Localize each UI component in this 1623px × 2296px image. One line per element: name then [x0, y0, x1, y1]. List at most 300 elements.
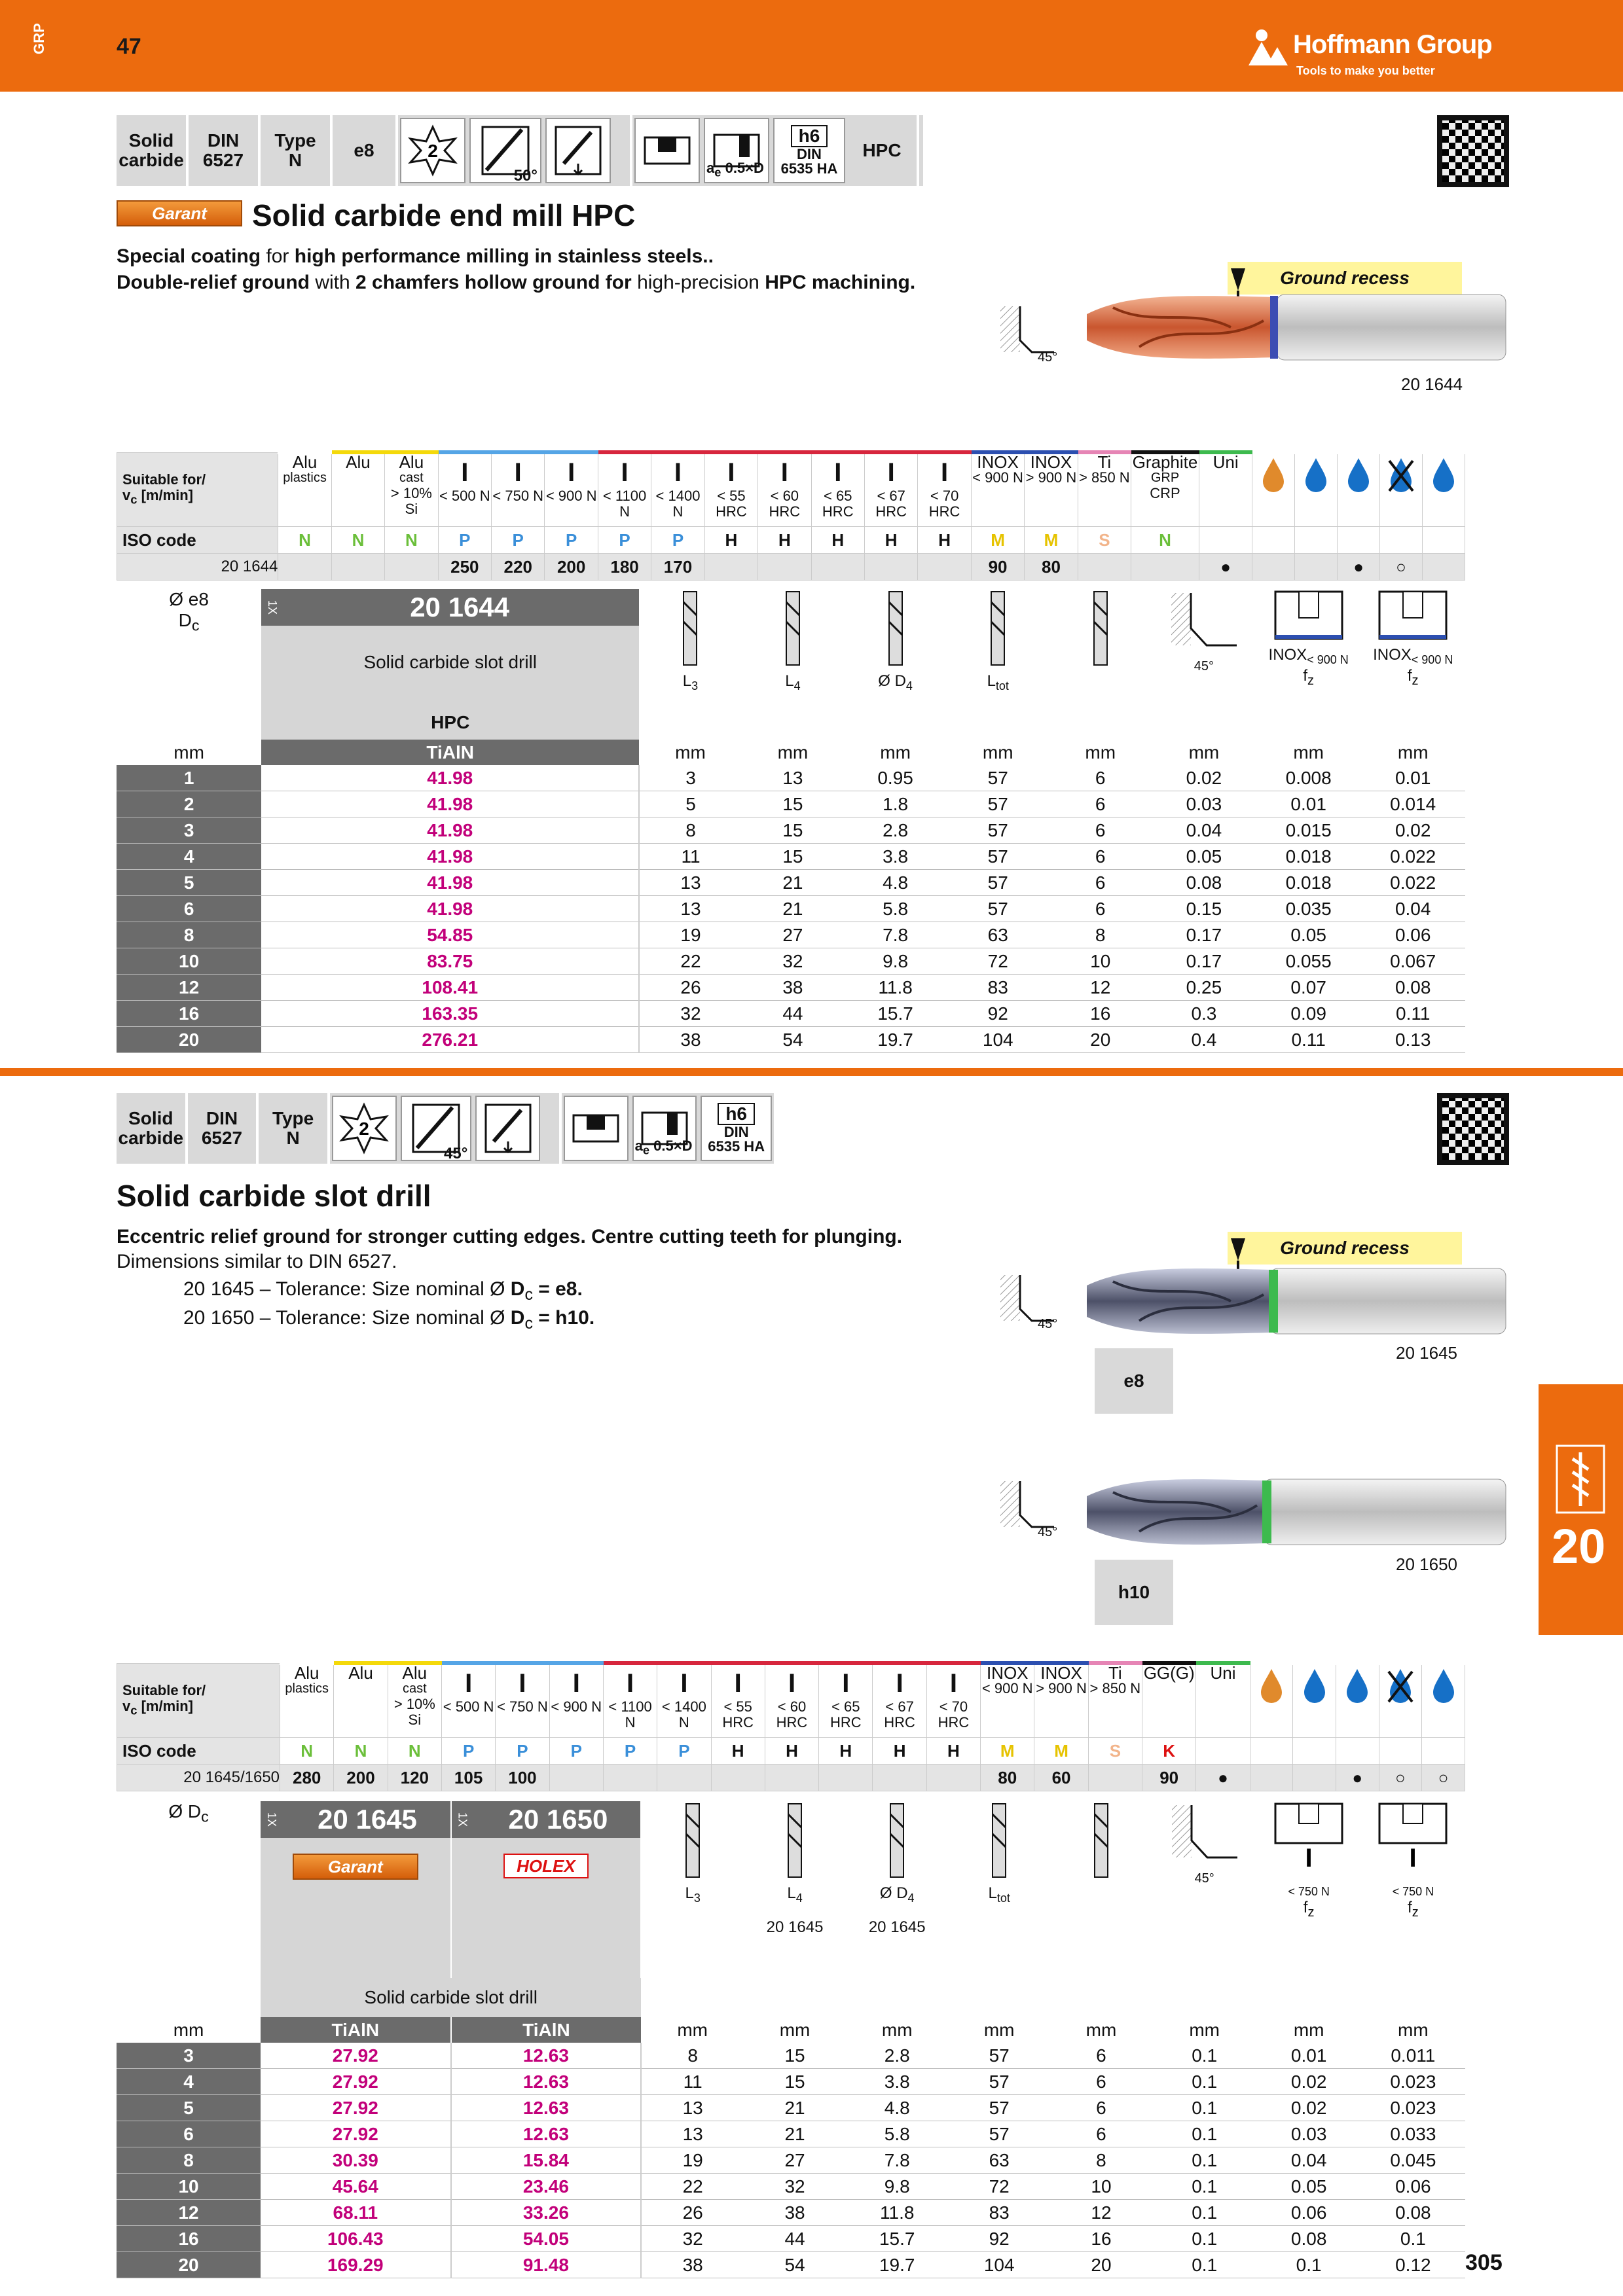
teeth-icon: [332, 1096, 397, 1161]
table-row[interactable]: [117, 1027, 1465, 1053]
value-cell: 0.01: [1256, 791, 1361, 817]
holex-badge: HOLEX: [503, 1854, 589, 1878]
speed-cell: 100: [496, 1765, 549, 1791]
price-cell[interactable]: 12.63: [451, 2069, 642, 2095]
slot-icon: [564, 1096, 629, 1161]
speed-cell: [811, 554, 864, 581]
brand-tagline: Tools to make you better: [1296, 64, 1435, 77]
diameter-cell: 1: [117, 765, 261, 791]
value-cell: 3.8: [846, 2069, 948, 2095]
speed-cell: 80: [1025, 554, 1078, 581]
table-row[interactable]: [117, 2252, 1465, 2278]
value-cell: 0.1: [1152, 2069, 1257, 2095]
value-cell: 9.8: [844, 948, 947, 975]
image-code-3: 20 1650: [1396, 1554, 1457, 1574]
value-cell: 3: [639, 765, 741, 791]
iso-cell: P: [549, 1738, 603, 1765]
value-cell: 0.1: [1257, 2252, 1361, 2278]
material-col-14: INOX > 900 N: [1034, 1663, 1088, 1738]
value-cell: 8: [1049, 922, 1151, 948]
value-cell: 0.11: [1256, 1027, 1361, 1053]
value-cell: 8: [641, 2043, 744, 2069]
price-cell[interactable]: 15.84: [451, 2147, 642, 2174]
material-col-17: Uni: [1196, 1663, 1250, 1738]
iso-cell: P: [545, 527, 598, 554]
data-table-1: [117, 589, 1465, 1053]
value-cell: 2.8: [844, 817, 947, 844]
table-row[interactable]: [117, 948, 1465, 975]
diameter-cell: 20: [117, 2252, 261, 2278]
table-row[interactable]: [117, 2147, 1465, 2174]
value-cell: 19.7: [846, 2252, 948, 2278]
side-code: GRP: [31, 23, 47, 54]
speed-cell: 250: [438, 554, 491, 581]
table-row[interactable]: [117, 844, 1465, 870]
value-cell: 0.11: [1360, 1001, 1465, 1027]
material-col-5: I < 900 N: [549, 1663, 603, 1738]
value-cell: 15: [744, 2069, 846, 2095]
hoffmann-logo[interactable]: [1247, 25, 1509, 77]
price-cell[interactable]: 27.92: [261, 2121, 450, 2147]
price-cell[interactable]: 276.21: [261, 1027, 639, 1053]
value-cell: 0.018: [1256, 870, 1361, 896]
diameter-cell: 5: [117, 2095, 261, 2121]
tolerance-e8-tag: e8: [1095, 1348, 1173, 1414]
speed-cell: 105: [441, 1765, 495, 1791]
value-cell: 11: [641, 2069, 744, 2095]
coolant-cell: ●: [1336, 1765, 1379, 1791]
table-row[interactable]: [117, 2174, 1465, 2200]
value-cell: 38: [639, 1027, 741, 1053]
product1-desc-2: Double-relief ground with 2 chamfers hollow ground for high-precision HPC machining.: [117, 272, 916, 293]
price-cell[interactable]: 27.92: [261, 2069, 450, 2095]
value-cell: 0.1: [1152, 2095, 1257, 2121]
table-row[interactable]: [117, 870, 1465, 896]
material-col-2: Alu cast > 10% Si: [388, 1663, 441, 1738]
diameter-cell: 10: [117, 2174, 261, 2200]
iso-cell: [1196, 1738, 1250, 1765]
value-cell: 44: [742, 1001, 844, 1027]
price-cell[interactable]: 23.46: [451, 2174, 642, 2200]
article-number: 20 1644: [410, 592, 510, 622]
iso-cell: N: [385, 527, 438, 554]
article-header-1: 1X 20 1645 Garant: [261, 1801, 450, 1978]
qr-code-1[interactable]: [1437, 115, 1509, 187]
steel-beam-icon: I: [734, 1669, 742, 1698]
value-cell: 0.02: [1152, 765, 1256, 791]
coolant-jet-icon: [1293, 1663, 1336, 1738]
diameter-cell: 10: [117, 948, 261, 975]
steel-beam-icon: I: [788, 1669, 796, 1698]
iso-cell: N: [334, 1738, 388, 1765]
dimension-col-4: [1049, 589, 1151, 740]
helix-icon: 50°: [469, 118, 541, 183]
table-row[interactable]: [117, 2043, 1465, 2069]
diameter-cell: 3: [117, 2043, 261, 2069]
tolerance-h10-tag: h10: [1095, 1560, 1173, 1625]
value-cell: 26: [641, 2200, 744, 2226]
material-col-5: I < 900 N: [545, 452, 598, 527]
iso-cell: H: [918, 527, 971, 554]
value-cell: 11.8: [846, 2200, 948, 2226]
diameter-header: Ø $D_c$: [168, 1801, 209, 1825]
value-cell: 11: [639, 844, 741, 870]
value-cell: 0.055: [1256, 948, 1361, 975]
value-cell: 22: [641, 2174, 744, 2200]
price-cell[interactable]: 12.63: [451, 2043, 642, 2069]
table-row[interactable]: [117, 817, 1465, 844]
table-row[interactable]: [117, 975, 1465, 1001]
value-cell: 0.022: [1360, 870, 1465, 896]
coolant-drop-icon: [1252, 452, 1295, 527]
price-cell[interactable]: 41.98: [261, 765, 639, 791]
coolant-cell: ○: [1379, 1765, 1422, 1791]
value-cell: 6: [1049, 791, 1151, 817]
value-cell: 26: [639, 975, 741, 1001]
value-cell: 0.04: [1360, 896, 1465, 922]
table-row[interactable]: [117, 2095, 1465, 2121]
table-row[interactable]: [117, 1001, 1465, 1027]
value-cell: 22: [639, 948, 741, 975]
speed-cell: [758, 554, 811, 581]
price-cell[interactable]: 12.63: [451, 2121, 642, 2147]
svg-text:I: I: [1409, 1844, 1417, 1873]
coating-label: TiAlN: [261, 740, 639, 765]
steel-beam-icon: I: [461, 458, 469, 487]
value-cell: 0.25: [1152, 975, 1256, 1001]
teeth-icon: [400, 118, 465, 183]
material-col-6: I < 1100 N: [598, 452, 651, 527]
steel-beam-icon: I: [514, 458, 522, 487]
value-cell: 0.1: [1361, 2226, 1465, 2252]
image-code-1: 20 1644: [1401, 374, 1463, 394]
material-col-0: Alu plastics: [278, 452, 331, 527]
value-cell: 0.06: [1360, 922, 1465, 948]
page-ref[interactable]: 47: [117, 34, 141, 59]
value-cell: 0.1: [1152, 2252, 1257, 2278]
helix-icon: 45°: [401, 1096, 472, 1161]
price-cell[interactable]: 41.98: [261, 844, 639, 870]
value-cell: 0.1: [1152, 2043, 1257, 2069]
article-header: 1X 20 1644 Solid carbide slot drill HPC: [261, 589, 639, 740]
svg-text:I: I: [1305, 1844, 1313, 1873]
product-name: Solid carbide slot drill: [363, 652, 538, 672]
speed-cell: [331, 554, 384, 581]
speed-cell: 60: [1034, 1765, 1088, 1791]
material-col-13: INOX < 900 N: [971, 452, 1024, 527]
price-cell[interactable]: 91.48: [451, 2252, 642, 2278]
value-cell: 4.8: [846, 2095, 948, 2121]
dimension-col-7: $INOX_{< 900 N}$ $f_z$: [1360, 589, 1465, 740]
steel-beam-icon: I: [680, 1669, 688, 1698]
dimension-col-1: $L_4$ 20 1645: [744, 1801, 846, 1978]
value-cell: 0.011: [1361, 2043, 1465, 2069]
series-label: HPC: [431, 712, 470, 732]
diameter-cell: 16: [117, 1001, 261, 1027]
ground-recess-label-2: Ground recess: [1228, 1232, 1462, 1265]
value-cell: 15.7: [844, 1001, 947, 1027]
section-divider: [0, 1068, 1623, 1076]
value-cell: 8: [1050, 2147, 1152, 2174]
slot-icon: [634, 118, 700, 183]
din-cell: DIN 6527: [188, 1093, 259, 1164]
value-cell: 0.1: [1152, 2174, 1257, 2200]
price-cell[interactable]: 83.75: [261, 948, 639, 975]
hpc-cell: HPC: [847, 115, 919, 186]
value-cell: 20: [1050, 2252, 1152, 2278]
value-cell: 0.02: [1360, 817, 1465, 844]
value-cell: 13: [742, 765, 844, 791]
product2-desc-4: 20 1650 – Tolerance: Size nominal Ø $D_c = h10$.: [183, 1307, 595, 1333]
suitability-table-1: [117, 450, 1465, 581]
material-col-2: Alu cast > 10% Si: [385, 452, 438, 527]
value-cell: 57: [947, 765, 1049, 791]
value-cell: 57: [947, 870, 1049, 896]
table-row[interactable]: [117, 765, 1465, 791]
dimension-col-0: $L_3$: [641, 1801, 744, 1978]
section-tab[interactable]: [1539, 1384, 1623, 1635]
value-cell: 0.045: [1361, 2147, 1465, 2174]
material-col-9: I < 60 HRC: [765, 1663, 818, 1738]
garant-badge: Garant: [117, 200, 242, 226]
value-cell: 0.17: [1152, 948, 1256, 975]
value-cell: 13: [639, 896, 741, 922]
speed-cell: [864, 554, 917, 581]
chamfer-angle: 45°: [1038, 1525, 1058, 1539]
dimension-col-5: 45°: [1152, 589, 1256, 740]
dimension-col-3: $L_{tot}$: [948, 1801, 1050, 1978]
unit-row: mm TiAlN TiAlN mm mm mm mm mm mm mm mm: [117, 2017, 1465, 2043]
value-cell: 6: [1050, 2069, 1152, 2095]
speed-cell: 170: [651, 554, 704, 581]
speed-cell: 120: [388, 1765, 441, 1791]
table-row[interactable]: [117, 2069, 1465, 2095]
value-cell: 21: [744, 2121, 846, 2147]
speed-cell: [657, 1765, 711, 1791]
speed-cell: [603, 1765, 657, 1791]
dimension-col-5: 45°: [1152, 1801, 1257, 1978]
price-cell[interactable]: 163.35: [261, 1001, 639, 1027]
svg-text:2: 2: [428, 141, 438, 161]
qr-code-2[interactable]: [1437, 1093, 1509, 1165]
price-cell[interactable]: 54.85: [261, 922, 639, 948]
value-cell: 0.01: [1360, 765, 1465, 791]
price-cell[interactable]: 30.39: [261, 2147, 450, 2174]
coolant-cell: [1293, 1765, 1336, 1791]
iso-cell: P: [598, 527, 651, 554]
iso-cell: H: [819, 1738, 873, 1765]
diameter-cell: 4: [117, 844, 261, 870]
coolant-cell: ○: [1422, 1765, 1465, 1791]
diameter-cell: 16: [117, 2226, 261, 2252]
price-cell[interactable]: 41.98: [261, 896, 639, 922]
speed-cell: 180: [598, 554, 651, 581]
value-cell: 0.08: [1257, 2226, 1361, 2252]
side-mill-icon: $a_e$ 0.5×D: [632, 1096, 697, 1161]
dry-icon: [1379, 1663, 1422, 1738]
value-cell: 0.07: [1256, 975, 1361, 1001]
value-cell: 21: [742, 870, 844, 896]
value-cell: 57: [948, 2121, 1050, 2147]
steel-beam-icon: I: [834, 458, 842, 487]
value-cell: 83: [947, 975, 1049, 1001]
price-cell[interactable]: 41.98: [261, 817, 639, 844]
row-code: 20 1645/1650: [117, 1765, 280, 1791]
diameter-cell: 20: [117, 1027, 261, 1053]
value-cell: 0.04: [1257, 2147, 1361, 2174]
value-cell: 57: [948, 2043, 1050, 2069]
diameter-cell: 8: [117, 2147, 261, 2174]
article-number: 20 1650: [508, 1804, 608, 1835]
value-cell: 0.4: [1152, 1027, 1256, 1053]
diameter-cell: 8: [117, 922, 261, 948]
price-cell[interactable]: 108.41: [261, 975, 639, 1001]
value-cell: 0.03: [1257, 2121, 1361, 2147]
diameter-cell: 6: [117, 896, 261, 922]
iso-cell: H: [711, 1738, 765, 1765]
steel-beam-icon: I: [621, 458, 629, 487]
price-cell[interactable]: 27.92: [261, 2043, 450, 2069]
price-cell[interactable]: 68.11: [261, 2200, 450, 2226]
speed-cell: [1088, 1765, 1142, 1791]
slot-drill-e8-image: [1074, 1262, 1519, 1340]
iso-cell: N: [388, 1738, 441, 1765]
value-cell: 0.03: [1152, 791, 1256, 817]
price-cell[interactable]: 169.29: [261, 2252, 450, 2278]
value-cell: 54: [742, 1027, 844, 1053]
material-col-7: I < 1400 N: [651, 452, 704, 527]
value-cell: 7.8: [844, 922, 947, 948]
price-cell[interactable]: 41.98: [261, 870, 639, 896]
value-cell: 0.05: [1152, 844, 1256, 870]
value-cell: 27: [744, 2147, 846, 2174]
material-col-16: GG(G): [1142, 1663, 1196, 1738]
value-cell: 57: [947, 896, 1049, 922]
value-cell: 38: [641, 2252, 744, 2278]
value-cell: 5.8: [844, 896, 947, 922]
table-row[interactable]: [117, 2200, 1465, 2226]
value-cell: 6: [1049, 817, 1151, 844]
value-cell: 6: [1049, 765, 1151, 791]
row-code: 20 1644: [117, 554, 278, 581]
value-cell: 0.05: [1256, 922, 1361, 948]
value-cell: 38: [742, 975, 844, 1001]
value-cell: 72: [948, 2174, 1050, 2200]
product2-desc-3: 20 1645 – Tolerance: Size nominal Ø $D_c = e8$.: [183, 1278, 583, 1304]
speed-cell: ●: [1199, 554, 1252, 581]
value-cell: 27: [742, 922, 844, 948]
value-cell: 4.8: [844, 870, 947, 896]
iso-cell: S: [1078, 527, 1131, 554]
table-row[interactable]: [117, 896, 1465, 922]
material-cell: Solid carbide: [117, 1093, 188, 1164]
material-cell: Solid carbide: [117, 115, 189, 186]
material-col-15: Ti > 850 N: [1088, 1663, 1142, 1738]
value-cell: 1.8: [844, 791, 947, 817]
value-cell: 0.17: [1152, 922, 1256, 948]
suitability-label: Suitable for/ $v_c$ [m/min]: [117, 1663, 280, 1738]
value-cell: 0.015: [1256, 817, 1361, 844]
value-cell: 104: [948, 2252, 1050, 2278]
dimension-col-6: $INOX_{< 900 N}$ $f_z$: [1256, 589, 1361, 740]
value-cell: 0.033: [1361, 2121, 1465, 2147]
speed-cell: ●: [1196, 1765, 1250, 1791]
price-cell[interactable]: 12.63: [451, 2095, 642, 2121]
value-cell: 13: [639, 870, 741, 896]
value-cell: 0.1: [1152, 2147, 1257, 2174]
product1-title: Solid carbide end mill HPC: [252, 198, 636, 232]
value-cell: 0.09: [1256, 1001, 1361, 1027]
value-cell: 57: [947, 791, 1049, 817]
dimension-col-3: $L_{tot}$: [947, 589, 1049, 740]
coolant-cell: ●: [1338, 554, 1380, 581]
product2-desc-1: Eccentric relief ground for stronger cutting edges. Centre cutting teeth for plunging.: [117, 1226, 903, 1247]
product2-desc-2: Dimensions similar to DIN 6527.: [117, 1251, 397, 1272]
dimension-col-1: $L_4$: [742, 589, 844, 740]
price-cell[interactable]: 45.64: [261, 2174, 450, 2200]
coolant-mist-icon: [1338, 452, 1380, 527]
price-cell[interactable]: 41.98: [261, 791, 639, 817]
material-col-6: I < 1100 N: [603, 1663, 657, 1738]
speed-cell: 90: [1142, 1765, 1196, 1791]
price-cell[interactable]: 54.05: [451, 2226, 642, 2252]
steel-beam-icon: I: [519, 1669, 526, 1698]
ground-recess-label-1: Ground recess: [1228, 262, 1462, 295]
steel-beam-icon: I: [627, 1669, 634, 1698]
coolant-drop-icon: [1250, 1663, 1293, 1738]
value-cell: 6: [1049, 896, 1151, 922]
material-col-15: Ti > 850 N: [1078, 452, 1131, 527]
iso-cell: K: [1142, 1738, 1196, 1765]
price-cell[interactable]: 106.43: [261, 2226, 450, 2252]
value-cell: 0.13: [1360, 1027, 1465, 1053]
dimension-col-2: Ø $D_4$ 20 1645: [846, 1801, 948, 1978]
price-cell[interactable]: 27.92: [261, 2095, 450, 2121]
value-cell: 0.1: [1152, 2200, 1257, 2226]
value-cell: 12: [1050, 2200, 1152, 2226]
coolant-cell: ○: [1380, 554, 1423, 581]
value-cell: 32: [742, 948, 844, 975]
value-cell: 0.018: [1256, 844, 1361, 870]
value-cell: 0.023: [1361, 2069, 1465, 2095]
coolant-jet-icon: [1295, 452, 1338, 527]
speed-cell: [1078, 554, 1131, 581]
table-row[interactable]: [117, 2226, 1465, 2252]
speed-cell: [1131, 554, 1199, 581]
product-name: Solid carbide slot drill: [261, 1978, 641, 2017]
coating-label: TiAlN: [451, 2017, 642, 2043]
article-header-2: 1X 20 1650 HOLEX: [451, 1801, 642, 1978]
garant-badge: Garant: [293, 1854, 418, 1880]
price-cell[interactable]: 33.26: [451, 2200, 642, 2226]
value-cell: 16: [1049, 1001, 1151, 1027]
material-col-8: I < 55 HRC: [704, 452, 757, 527]
table-row[interactable]: [117, 2121, 1465, 2147]
steel-beam-icon: I: [887, 458, 895, 487]
iso-cell: H: [811, 527, 864, 554]
dimension-col-0: $L_3$: [639, 589, 741, 740]
value-cell: 0.01: [1257, 2043, 1361, 2069]
value-cell: 6: [1050, 2043, 1152, 2069]
material-col-17: Uni: [1199, 452, 1252, 527]
table-row[interactable]: [117, 922, 1465, 948]
value-cell: 104: [947, 1027, 1049, 1053]
din-cell: DIN 6527: [189, 115, 261, 186]
table-row[interactable]: [117, 791, 1465, 817]
diameter-cell: 12: [117, 975, 261, 1001]
value-cell: 57: [948, 2095, 1050, 2121]
material-col-16: Graphite GRP CRP: [1131, 452, 1199, 527]
